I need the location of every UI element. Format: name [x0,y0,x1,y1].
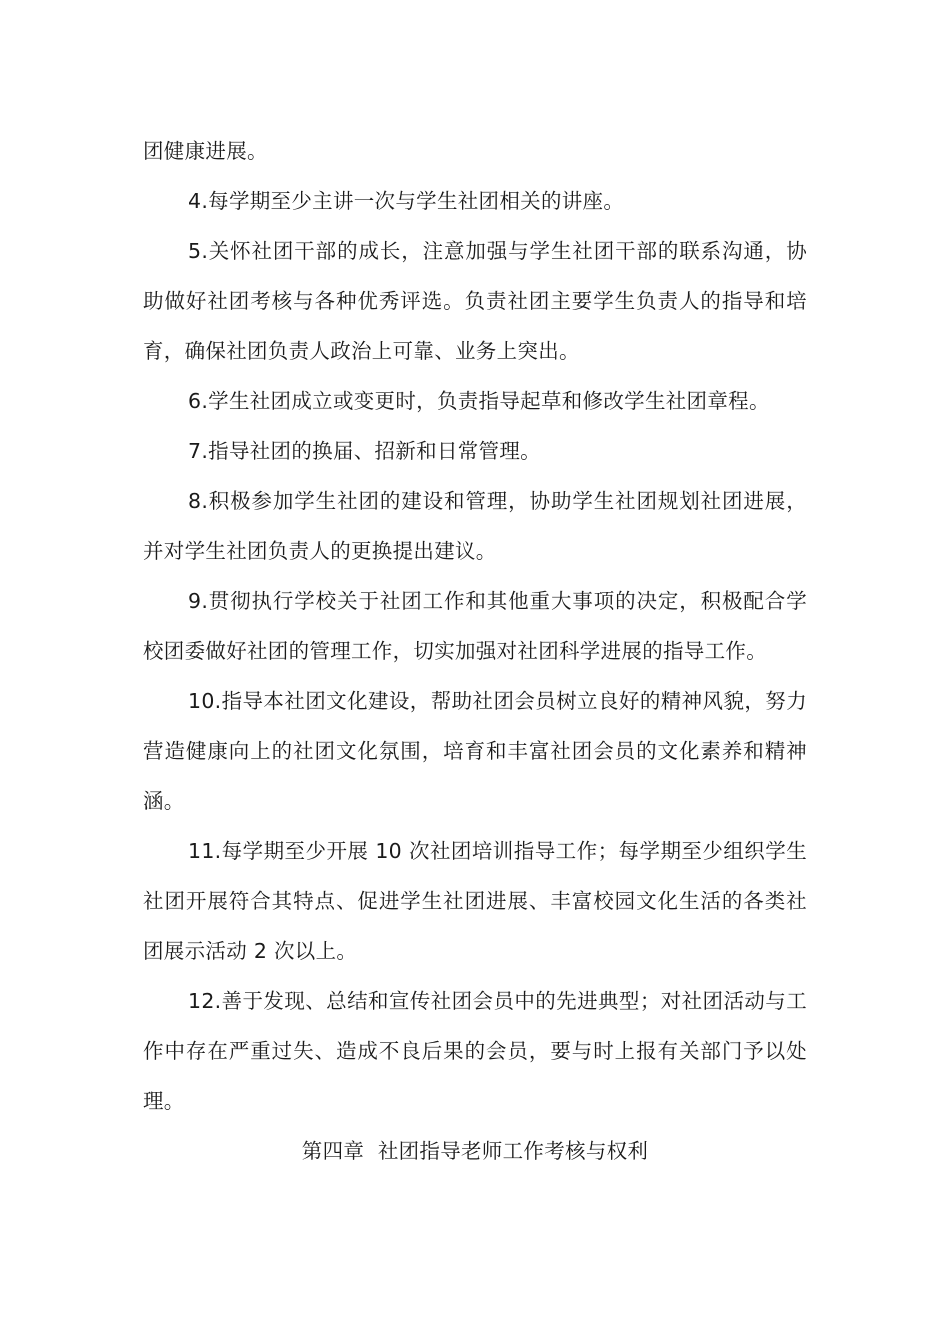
paragraph-item-11: 11.每学期至少开展 10 次社团培训指导工作；每学期至少组织学生社团开展符合其特点、促进学生社团进展、丰富校园文化生活的各类社团展示活动 2 次以上。 [143,839,807,963]
paragraph-item-7: 7.指导社团的换届、招新和日常管理。 [188,439,541,463]
chapter-heading: 第四章 社团指导老师工作考核与权利 [301,1139,649,1163]
paragraph-item-12: 12.善于发现、总结和宣传社团会员中的先进典型；对社团活动与工作中存在严重过失、造成不良后果的会员，要与时上报有关部门予以处理。 [143,989,807,1113]
document-body [143,126,807,1176]
paragraph-item-8: 8.积极参加学生社团的建设和管理，协助学生社团规划社团进展，并对学生社团负责人的更换提出建议。 [143,489,807,563]
paragraph-item-9: 9.贯彻执行学校关于社团工作和其他重大事项的决定，积极配合学校团委做好社团的管理工作，切实加强对社团科学进展的指导工作。 [143,589,807,663]
paragraph-item-10: 10.指导本社团文化建设，帮助社团会员树立良好的精神风貌，努力营造健康向上的社团文化氛围，培育和丰富社团会员的文化素养和精神涵。 [143,689,807,813]
paragraph-continuation: 团健康进展。 [143,139,268,163]
paragraph-item-4: 4.每学期至少主讲一次与学生社团相关的讲座。 [188,189,625,213]
paragraph-item-6: 6.学生社团成立或变更时，负责指导起草和修改学生社团章程。 [188,389,770,413]
paragraph-item-5: 5.关怀社团干部的成长，注意加强与学生社团干部的联系沟通，协助做好社团考核与各种优秀评选。负责社团主要学生负责人的指导和培育，确保社团负责人政治上可靠、业务上突出。 [143,239,807,363]
